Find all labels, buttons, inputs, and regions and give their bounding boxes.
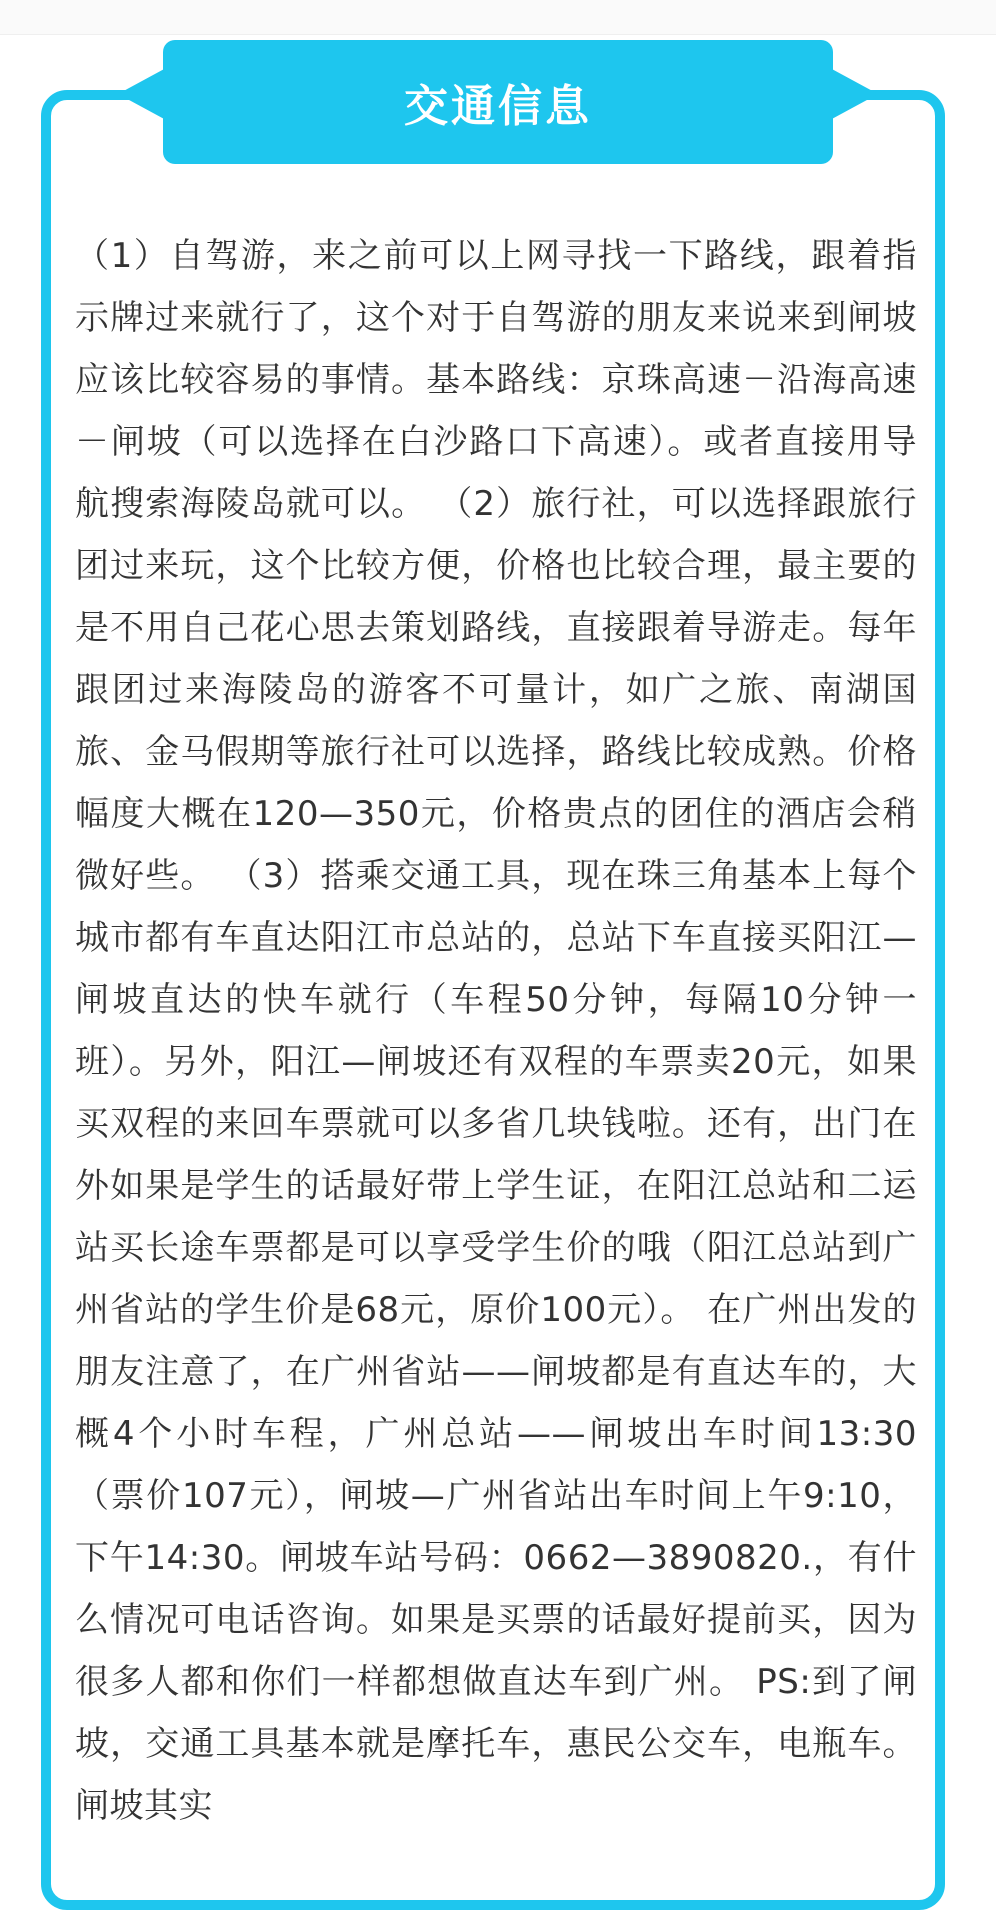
section-title: 交通信息 [404, 81, 592, 132]
traffic-info-text: （1）自驾游，来之前可以上网寻找一下路线，跟着指示牌过来就行了，这个对于自驾游的朋友来说来到闸坡应该比较容易的事情。基本路线：京珠高速－沿海高速－闸坡（可以选择在白沙路口下高速）。或者直接用导航搜索海陵岛就可以。 （2）旅行社，可以选择跟旅行团过来玩，这个比较方便，价格也比较合理，最主要的是不用自己花心思去策划路线，直接跟着导游走。每年跟团过来海陵岛的游客不可量计，如广之旅、南湖国旅、金马假期等旅行社可以选择，路线比较成熟。价格幅度大概在120—350元，价格贵点的团住的酒店会稍微好些。 （3）搭乘交通工具，现在珠三角基本上每个城市都有车直达阳江市总站的，总站下车直接买阳江—闸坡直达的快车就行（车程50分钟，每隔10分钟一班）。另外，阳江—闸坡还有双程的车票卖20元，如果买双程的来回车票就可以多省几块钱啦。还有，出门在外如果是学生的话最好带上学生证，在阳江总站和二运站买长途车票都是可以享受学生价的哦（阳江总站到广州省站的学生价是68元，原价100元）。 在广州出发的朋友注意了，在广州省站——闸坡都是有直达车的，大概4个小时车程，广州总站——闸坡出车时间13:30（票价107元），闸坡—广州省站出车时间上午9:10，下午14:30。闸坡车站号码：0662—3890820.，有什么情况可电话咨询。如果是买票的话最好提前买，因为很多人都和你们一样都想做直达车到广州。 PS:到了闸坡，交通工具基本就是摩托车，惠民公交车，电瓶车。闸坡其实 [75, 236, 917, 1826]
section-title-banner [163, 40, 833, 164]
top-strip [0, 0, 996, 35]
banner-right-wing [830, 68, 878, 120]
banner-left-wing [118, 68, 166, 120]
